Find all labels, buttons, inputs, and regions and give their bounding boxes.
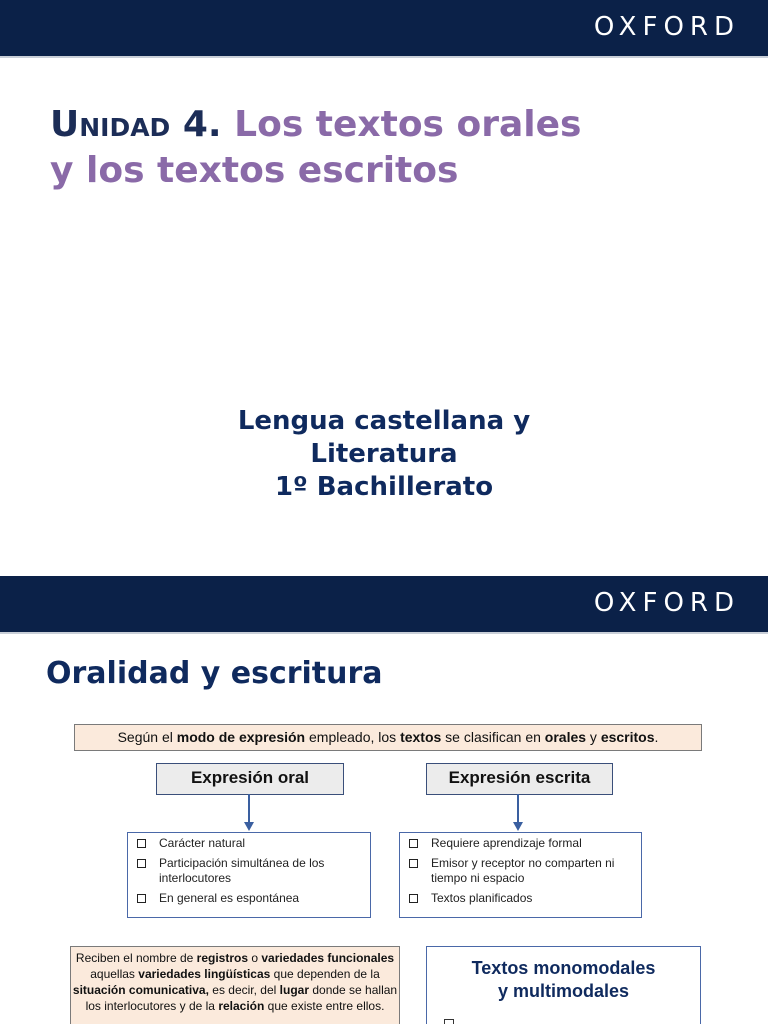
- list-item-text: Emisor y receptor no comparten ni tiempo ni espacio: [431, 856, 615, 885]
- registros-box: [70, 946, 400, 1024]
- subject-line1: Lengua castellana y: [237, 406, 531, 436]
- unit-title: [50, 102, 730, 194]
- checkbox-icon: [409, 894, 418, 903]
- subject-block: [0, 405, 768, 504]
- arrow-down-icon: [241, 794, 257, 832]
- escrita-heading-box: [426, 763, 613, 795]
- oxford-logo: OXFORD: [593, 588, 740, 618]
- intro-box: [74, 724, 702, 751]
- registros-text: Reciben el nombre de: [75, 951, 197, 965]
- unit-topic-line1: Los textos orales: [234, 104, 582, 145]
- modal-title-line1: Textos monomodales: [471, 958, 656, 978]
- list-item: [408, 856, 633, 886]
- escrita-features-box: [399, 832, 642, 918]
- checkbox-icon: [409, 839, 418, 848]
- intro-text: empleado, los: [305, 729, 401, 745]
- checkbox-icon: [137, 859, 146, 868]
- registros-bold: situación comunicativa,: [72, 983, 209, 997]
- list-item-text: Participación simultánea de los interlocutores: [159, 856, 325, 885]
- registros-bold: relación: [218, 999, 265, 1013]
- slide-separator: [0, 566, 768, 576]
- registros-text: que existe entre ellos.: [264, 999, 385, 1013]
- header-bar: [0, 576, 768, 634]
- intro-bold: escritos: [600, 729, 655, 745]
- registros-text: o: [248, 951, 262, 965]
- checkbox-icon: [137, 839, 146, 848]
- oxford-logo: OXFORD: [593, 12, 740, 42]
- registros-text: aquellas: [90, 967, 139, 981]
- checkbox-icon: [444, 1019, 454, 1024]
- list-item-text: Carácter natural: [159, 836, 246, 850]
- intro-text: y: [586, 729, 601, 745]
- registros-text: donde se hallan los interlocutores y de la: [85, 983, 398, 1013]
- list-item: [136, 836, 362, 851]
- oral-heading: Expresión oral: [190, 768, 310, 787]
- subject-line3: 1º Bachillerato: [274, 472, 494, 502]
- oral-heading-box: [156, 763, 344, 795]
- list-item-text: En general es espontánea: [159, 891, 300, 905]
- registros-bold: variedades lingüísticas: [138, 967, 271, 981]
- unit-label: Unidad: [50, 104, 171, 145]
- intro-bold: textos: [400, 729, 442, 745]
- list-item: [408, 891, 633, 906]
- intro-text: .: [654, 729, 659, 745]
- unit-topic-line2: y los textos escritos: [50, 150, 459, 191]
- intro-text: se clasifican en: [441, 729, 545, 745]
- slide-title: Oralidad y escritura: [46, 656, 383, 691]
- oral-features-box: [127, 832, 371, 918]
- header-bar: [0, 0, 768, 58]
- list-item: [408, 836, 633, 851]
- unit-number: 4.: [182, 104, 222, 145]
- registros-text: es decir, del: [208, 983, 280, 997]
- modal-title-line2: y multimodales: [497, 981, 630, 1001]
- subject-line2: Literatura: [310, 439, 458, 469]
- registros-text: que dependen de la: [270, 967, 380, 981]
- modal-texts-box: [426, 946, 701, 1024]
- list-item: [136, 891, 362, 906]
- registros-bold: lugar: [279, 983, 310, 997]
- registros-bold: variedades funcionales: [261, 951, 395, 965]
- list-item: [136, 856, 362, 886]
- checkbox-icon: [409, 859, 418, 868]
- checkbox-icon: [137, 894, 146, 903]
- arrow-down-icon: [510, 794, 526, 832]
- list-item-text: Requiere aprendizaje formal: [431, 836, 582, 850]
- intro-bold: orales: [544, 729, 587, 745]
- list-item-text: Textos planificados: [431, 891, 533, 905]
- intro-text: Según el: [117, 729, 177, 745]
- slide-oralidad: [0, 576, 768, 1024]
- escrita-heading: Expresión escrita: [448, 768, 591, 787]
- registros-bold: registros: [196, 951, 249, 965]
- intro-bold: modo de expresión: [176, 729, 306, 745]
